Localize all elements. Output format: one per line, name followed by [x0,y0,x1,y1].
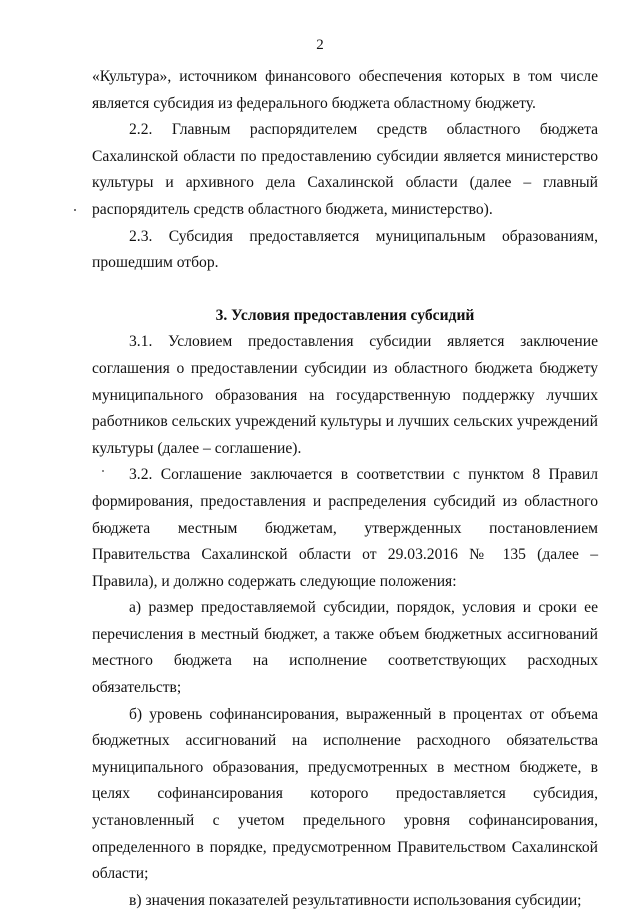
paragraph-2-3: 2.3. Субсидия предоставляется муниципальным образованиям, прошедшим отбор. [92,227,598,272]
paragraph-3-1: 3.1. Условием предоставления субсидии является заключение соглашения о предоставлении субсидии из областного бюджета бюджету муниципального образования на государственную поддержку лучших работников сельских учреждений культуры и лучших сельских учреждений культуры (далее – соглашение). [92,333,598,457]
paragraph-2-2: 2.2. Главным распорядителем средств областного бюджета Сахалинской области по предоставлению субсидии является министерство культуры и архивного дела Сахалинской области (далее – главный распорядитель средств областного бюджета, министерство). [92,121,598,218]
paragraph-continuation: «Культура», источником финансового обеспечения которых в том числе является субсидия из федерального бюджета областному бюджету. [92,68,598,112]
page-number: 2 [316,37,324,53]
document-body [92,64,598,914]
section-heading: 3. Условия предоставления субсидий [215,306,475,324]
list-item-a: а) размер предоставляемой субсидии, порядок, условия и сроки ее перечисления в местный бюджет, а также объем бюджетных ассигнований местного бюджета на исполнение соответствующих расходных обязательств; [92,599,598,697]
list-item-b: б) уровень софинансирования, выраженный в процентах от объема бюджетных ассигнований на исполнение расходного обязательства муниципального образования, предусмотренных в местном бюджете, в целях софинансирования которого предоставляется субсидия, установленный с учетом предельного уровня софинансирования, определенного в порядке, предусмотренном Правительством Сахалинской области; [92,705,598,883]
paragraph-3-2: 3.2. Соглашение заключается в соответствии с пунктом 8 Правил формирования, предоставления и распределения субсидий из областного бюджета местным бюджетам, утвержденных постановлением Правительства Сахалинской области от 29.03.2016 № 135 (далее – Правила), и должно содержать следующие положения: [92,466,598,590]
list-item-v: в) значения показателей результативности использования субсидии; [129,891,582,909]
scan-speck [74,209,76,211]
